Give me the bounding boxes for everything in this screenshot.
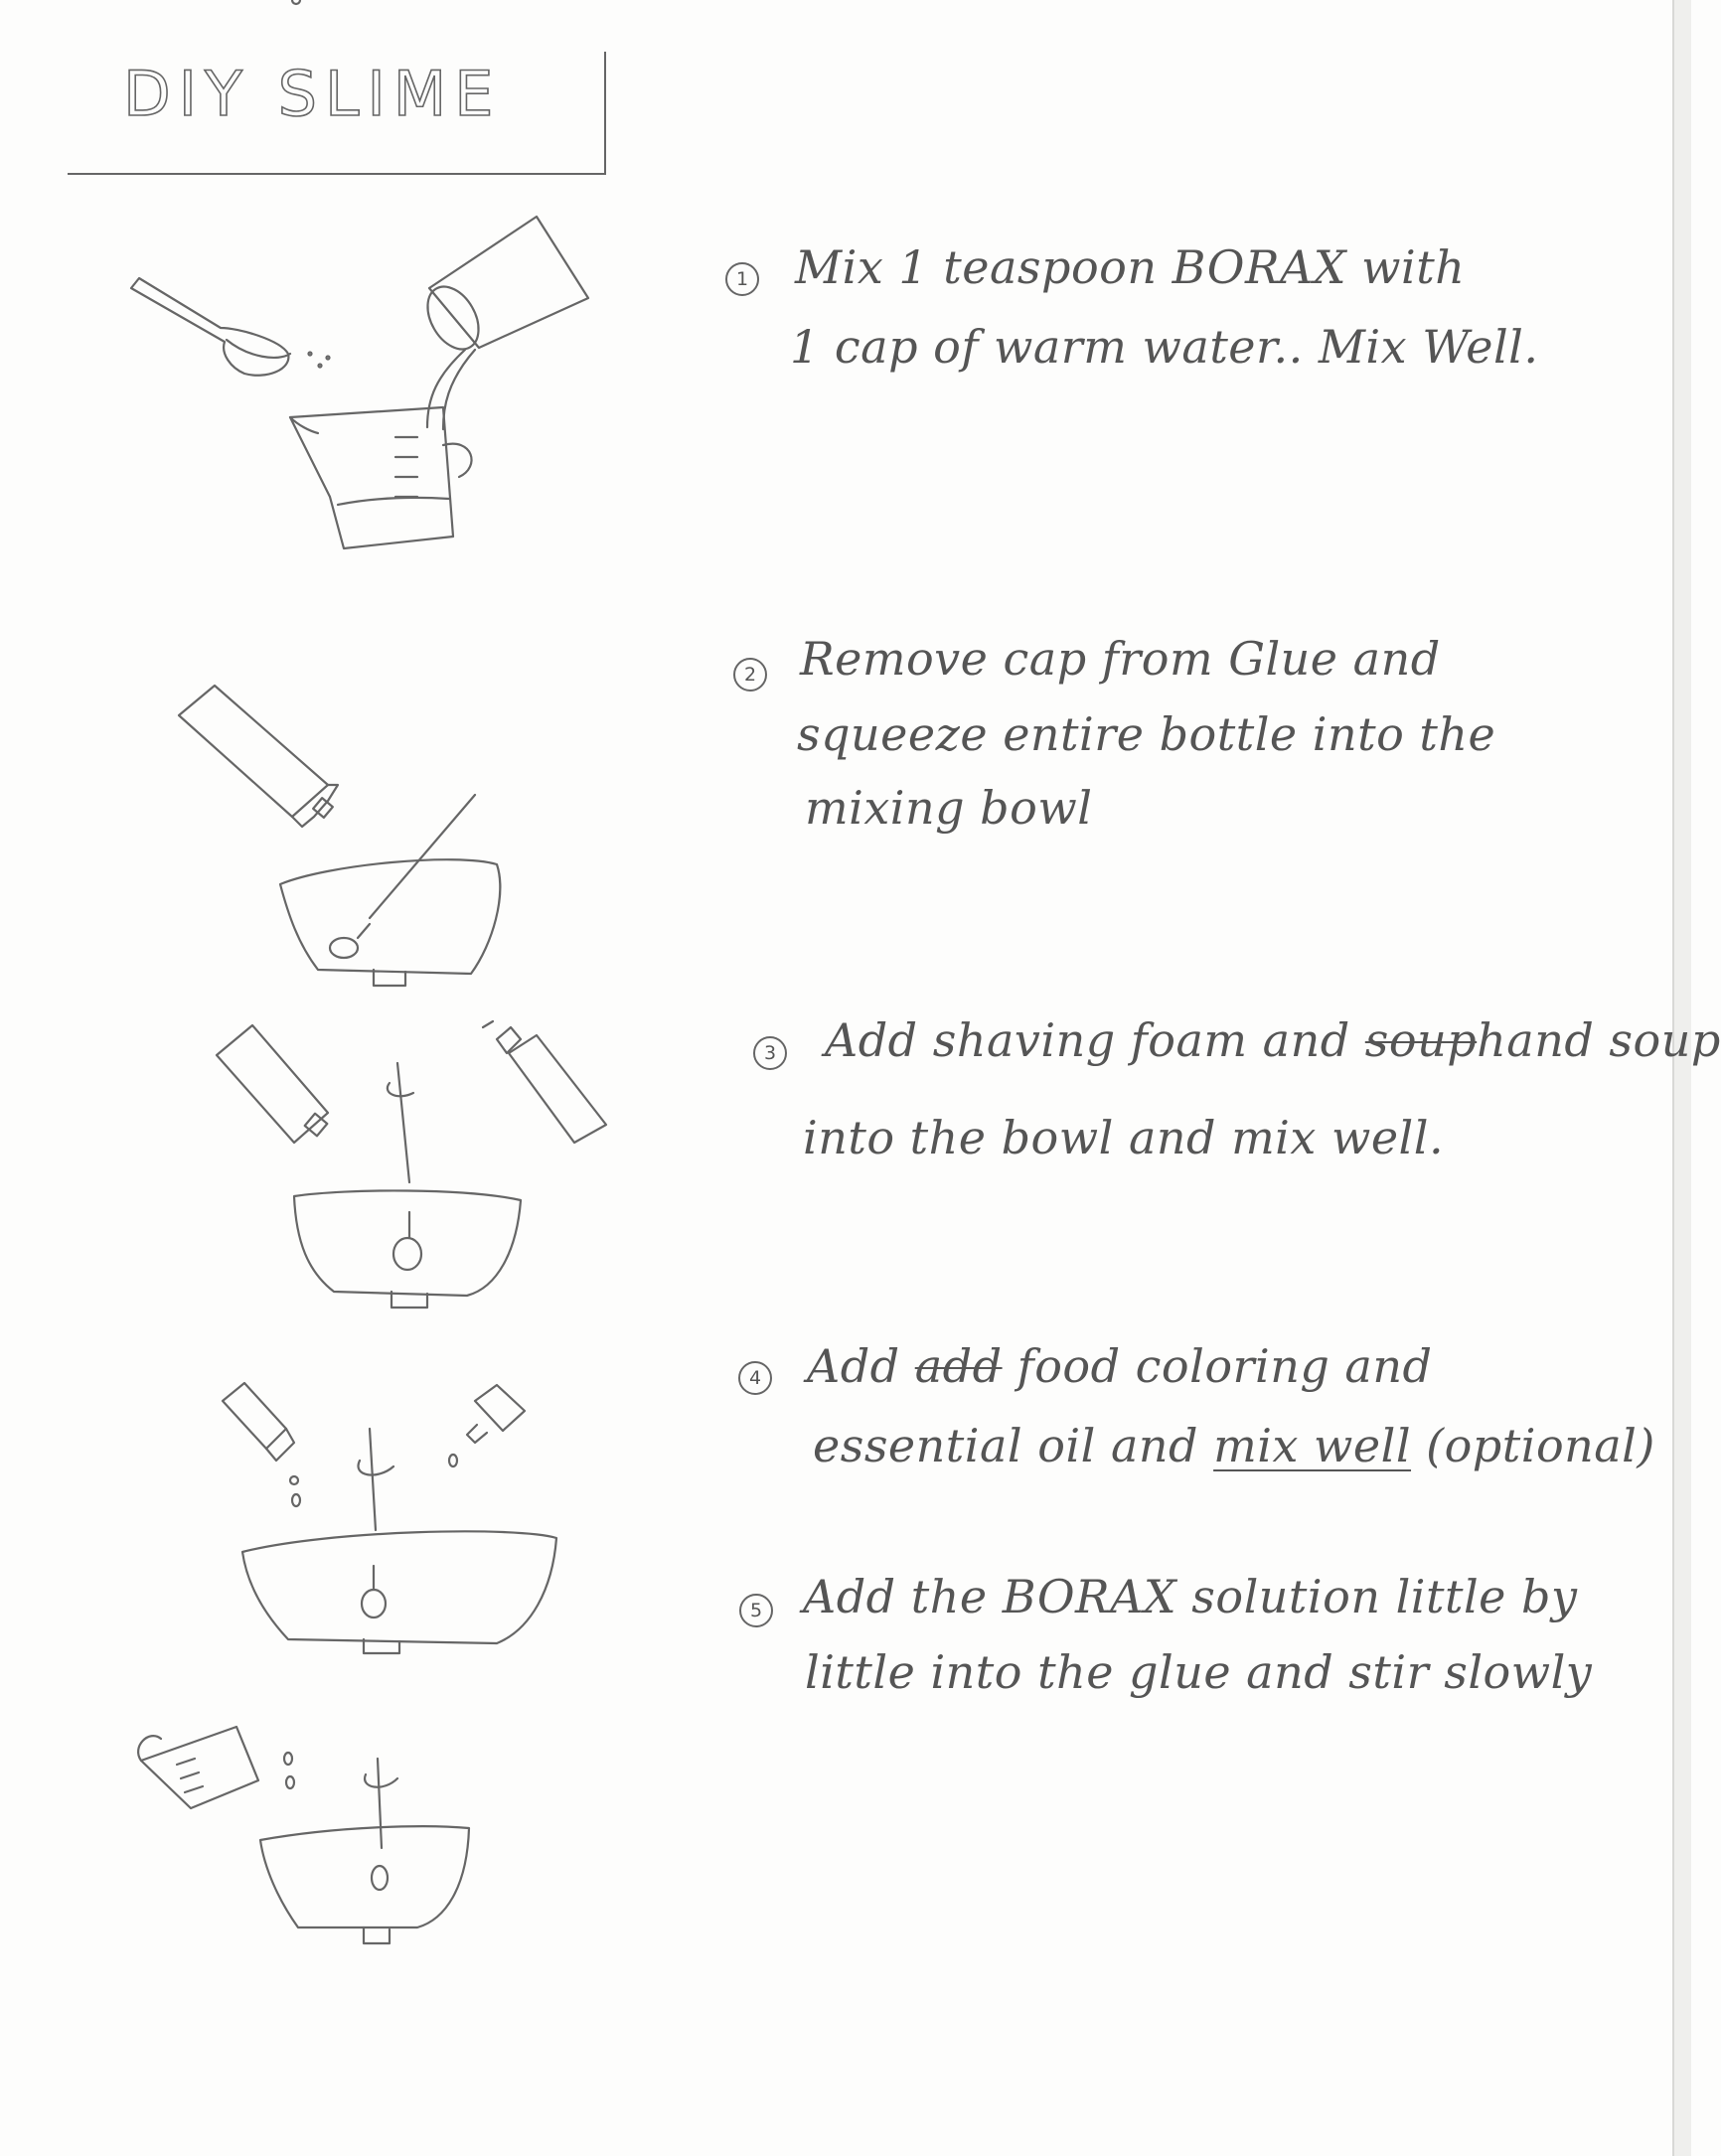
mixing-bowl-3-icon <box>294 1190 521 1308</box>
step-2-line-1: Remove cap from Glue and <box>800 632 1441 686</box>
measuring-cup-5-icon <box>138 1727 294 1808</box>
step-number-5: 5 <box>739 1594 773 1627</box>
step-4-underlined-phrase: mix well <box>1213 1419 1412 1472</box>
step-4-text-d: (optional) <box>1411 1419 1655 1472</box>
step-3-line-2: into the bowl and mix well. <box>803 1111 1445 1164</box>
step-2-line-2: squeeze entire bottle into the <box>797 707 1496 761</box>
measuring-jug-icon <box>290 407 472 548</box>
mixing-bowl-icon <box>280 795 500 986</box>
step-number-4: 4 <box>738 1361 772 1395</box>
step-number-1: 1 <box>725 262 759 296</box>
measuring-spoon-icon <box>131 278 330 376</box>
step-number-2: 2 <box>733 658 767 692</box>
step-3-text-a: Add shaving foam and <box>825 1013 1365 1067</box>
stir-stick-4-icon <box>359 1429 393 1530</box>
page-title: DIY SLIME <box>123 58 502 130</box>
pouring-cup-icon <box>417 217 588 429</box>
step-1-line-2: 1 cap of warm water.. Mix Well. <box>790 320 1539 374</box>
step-4-struck-word: add <box>914 1339 1003 1393</box>
stir-stick-icon <box>388 1063 413 1182</box>
step-3-text-b: hand soup <box>1477 1013 1721 1067</box>
step-1-line-1: Mix 1 teaspoon BORAX with <box>795 240 1466 294</box>
step-5-line-2: little into the glue and stir slowly <box>805 1645 1593 1699</box>
dropper-bottle-right-icon <box>449 1385 525 1466</box>
glue-bottle-icon <box>179 686 338 827</box>
stir-stick-5-icon <box>365 1759 397 1848</box>
soap-bottle-icon <box>483 1021 606 1143</box>
foam-bottle-icon <box>217 1025 328 1143</box>
step-4-text-c: essential oil and <box>813 1419 1214 1472</box>
step-2-line-3: mixing bowl <box>805 781 1093 835</box>
step-3-struck-word: soup <box>1364 1013 1478 1067</box>
step-4-text-b: food coloring and <box>1002 1339 1433 1393</box>
step-4-text-a: Add <box>807 1339 915 1393</box>
mixing-bowl-5-icon <box>260 1826 469 1943</box>
step-5-line-1: Add the BORAX solution little by <box>803 1570 1578 1623</box>
dropper-bottle-left-icon <box>223 0 300 1506</box>
step-number-3: 3 <box>753 1036 787 1070</box>
mixing-bowl-4-icon <box>242 1531 556 1653</box>
